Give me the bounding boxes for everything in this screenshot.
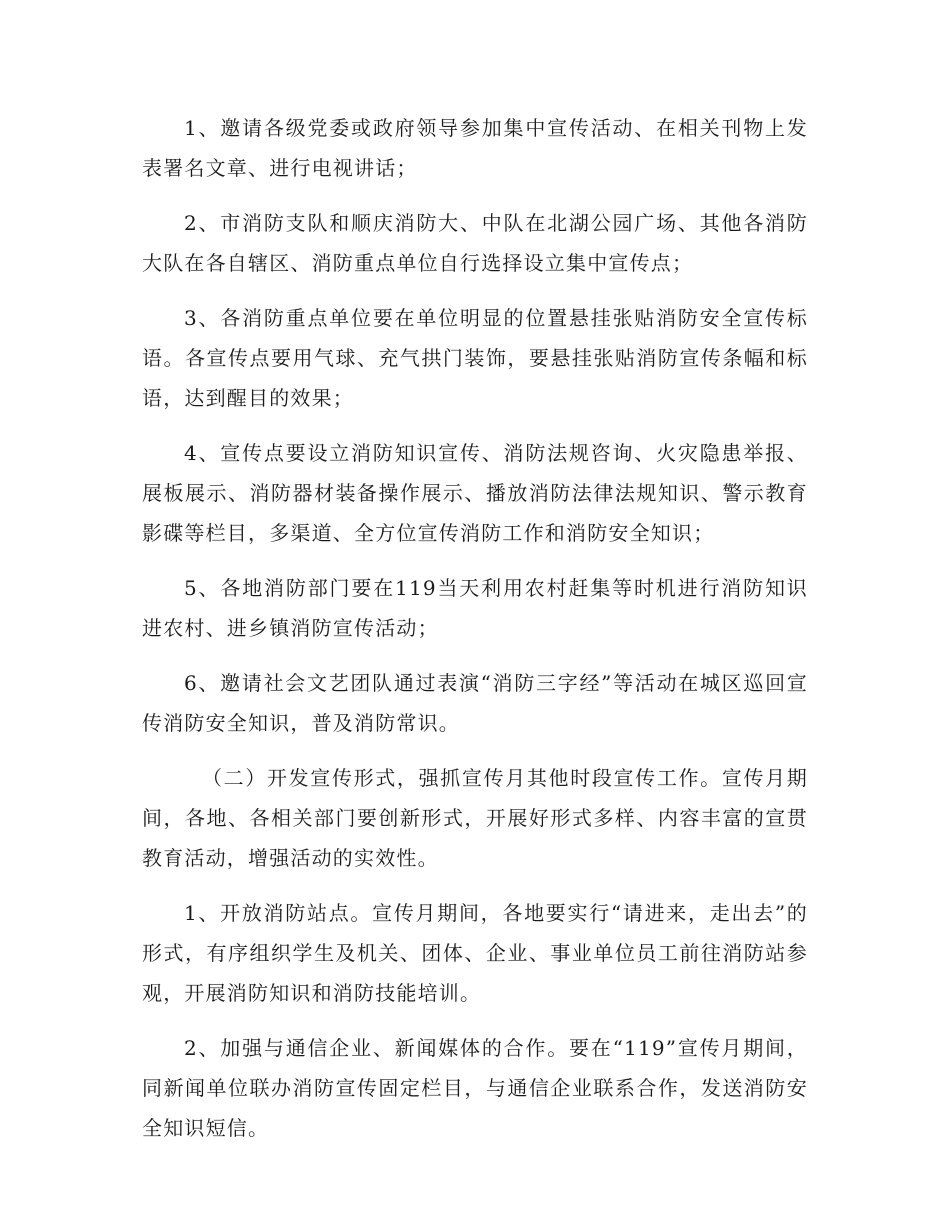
paragraph-item-3: 3、各消防重点单位要在单位明显的位置悬挂张贴消防安全宣传标语。各宣传点要用气球、充气拱门装饰，要悬挂张贴消防宣传条幅和标语，达到醒目的效果； — [142, 306, 808, 410]
section-heading-paragraph: （二）开发宣传形式，强抓宣传月其他时段宣传工作。宣传月期间，各地、各相关部门要创新形式，开展好形式多样、内容丰富的宣贯教育活动，增强活动的实效性。 — [142, 766, 808, 870]
document-body — [142, 108, 808, 1163]
paragraph-item-1: 1、邀请各级党委或政府领导参加集中宣传活动、在相关刊物上发表署名文章、进行电视讲话； — [142, 116, 808, 180]
paragraph-item-6: 6、邀请社会文艺团队通过表演“消防三字经”等活动在城区巡回宣传消防安全知识，普及消防常识。 — [142, 671, 808, 735]
paragraph-item-2: 2、市消防支队和顺庆消防大、中队在北湖公园广场、其他各消防大队在各自辖区、消防重点单位自行选择设立集中宣传点； — [142, 211, 808, 275]
paragraph-open-stations: 1、开放消防站点。宣传月期间，各地要实行“请进来，走出去”的形式，有序组织学生及机关、团体、企业、事业单位员工前往消防站参观，开展消防知识和消防技能培训。 — [142, 901, 808, 1005]
paragraph-item-4: 4、宣传点要设立消防知识宣传、消防法规咨询、火灾隐患举报、展板展示、消防器材装备操作展示、播放消防法律法规知识、警示教育影碟等栏目，多渠道、全方位宣传消防工作和消防安全知识； — [142, 441, 808, 545]
paragraph-media-cooperation: 2、加强与通信企业、新闻媒体的合作。要在“119”宣传月期间，同新闻单位联办消防宣传固定栏目，与通信企业联系合作，发送消防安全知识短信。 — [142, 1036, 808, 1140]
paragraph-item-5: 5、各地消防部门要在119当天利用农村赶集等时机进行消防知识进农村、进乡镇消防宣传活动； — [142, 576, 808, 640]
